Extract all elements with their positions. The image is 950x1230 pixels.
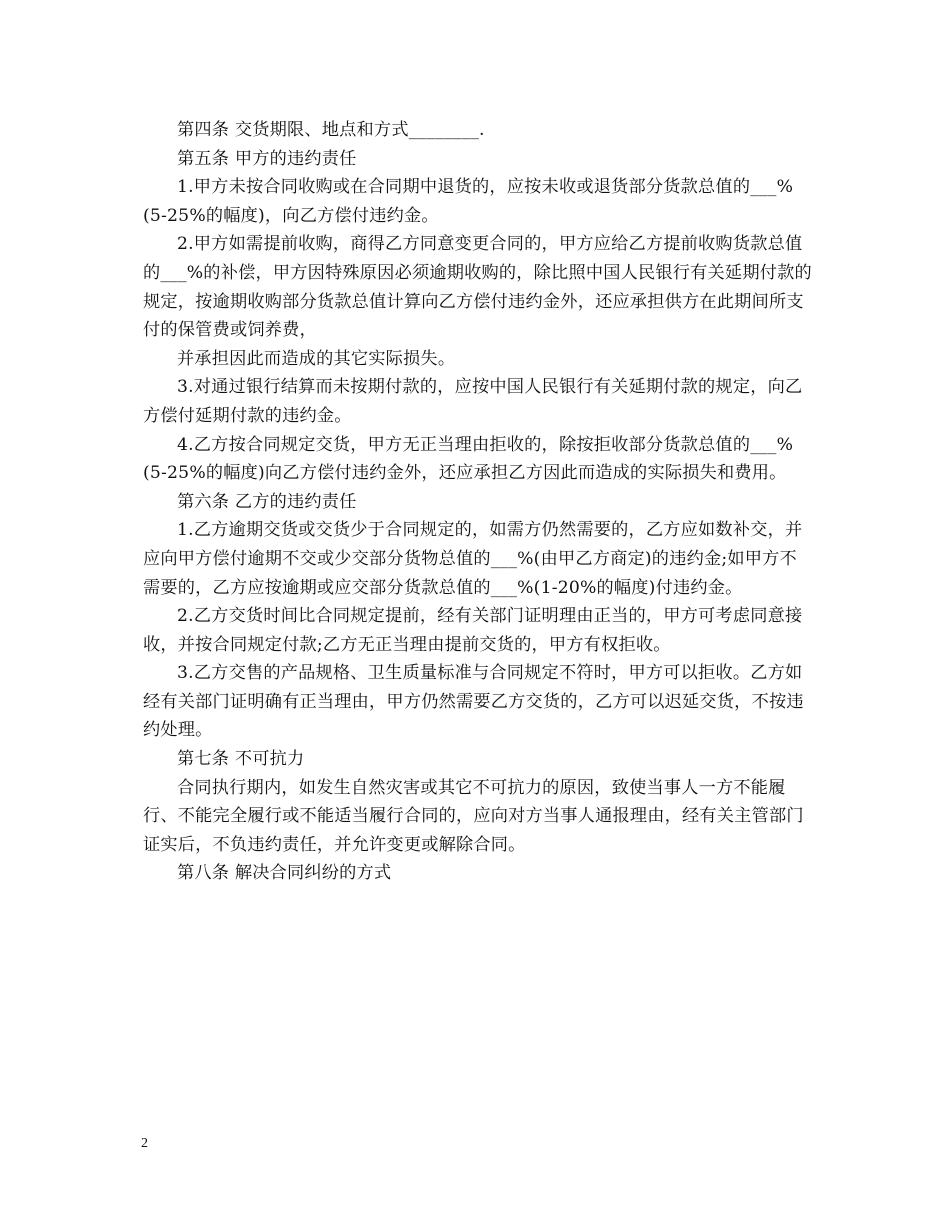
- article-4-heading: 第四条 交货期限、地点和方式________.: [177, 120, 485, 140]
- page-number: 2: [141, 1136, 148, 1151]
- article-8-heading: 第八条 解决合同纠纷的方式: [177, 863, 392, 884]
- article-5-clause-3: 3.对通过银行结算而未按期付款的，应按中国人民银行有关延期付款的规定，向乙方偿付延期付款的违约金。: [143, 377, 803, 426]
- article-5-clause-1: 1.甲方未按合同收购或在合同期中退货的，应按未收或退货部分货款总值的___%(5-25%的幅度)，向乙方偿付违约金。: [143, 177, 794, 226]
- article-5-clause-4: 4.乙方按合同规定交货，甲方无正当理由拒收的，除按拒收部分货款总值的___%(5-25%的幅度)向乙方偿付违约金外，还应承担乙方因此而造成的实际损失和费用。: [143, 434, 794, 484]
- article-7-body: 合同执行期内，如发生自然灾害或其它不可抗力的原因，致使当事人一方不能履行、不能完全履行或不能适当履行合同的，应向对方当事人通报理由，经有关主管部门证实后，不负违约责任，并允许变更或解除合同。: [143, 777, 804, 855]
- document-body: [143, 116, 813, 888]
- article-6-clause-1: 1.乙方逾期交货或交货少于合同规定的，如需方仍然需要的，乙方应如数补交，并应向甲方偿付逾期不交或少交部分货物总值的___%(由甲乙方商定)的违约金;如甲方不需要的，乙方应按逾期或应交部分货款总值的___%(1-20%的幅度)付违约金。: [143, 520, 803, 598]
- article-6-clause-2: 2.乙方交货时间比合同规定提前，经有关部门证明理由正当的，甲方可考虑同意接收，并按合同规定付款;乙方无正当理由提前交货的，甲方有权拒收。: [143, 606, 803, 655]
- article-5-heading: 第五条 甲方的违约责任: [177, 148, 357, 169]
- article-5-clause-2-continued: 并承担因此而造成的其它实际损失。: [177, 348, 456, 369]
- article-6-heading: 第六条 乙方的违约责任: [177, 491, 357, 512]
- article-7-heading: 第七条 不可抗力: [177, 749, 305, 770]
- article-6-clause-3: 3.乙方交售的产品规格、卫生质量标准与合同规定不符时，甲方可以拒收。乙方如经有关部门证明确有正当理由，甲方仍然需要乙方交货的，乙方可以迟延交货，不按违约处理。: [143, 663, 804, 741]
- article-5-clause-2: 2.甲方如需提前收购，商得乙方同意变更合同的，甲方应给乙方提前收购货款总值的___%的补偿，甲方因特殊原因必须逾期收购的，除比照中国人民银行有关延期付款的规定，按逾期收购部分货款总值计算向乙方偿付违约金外，还应承担供方在此期间所支付的保管费或饲养费，: [143, 234, 812, 341]
